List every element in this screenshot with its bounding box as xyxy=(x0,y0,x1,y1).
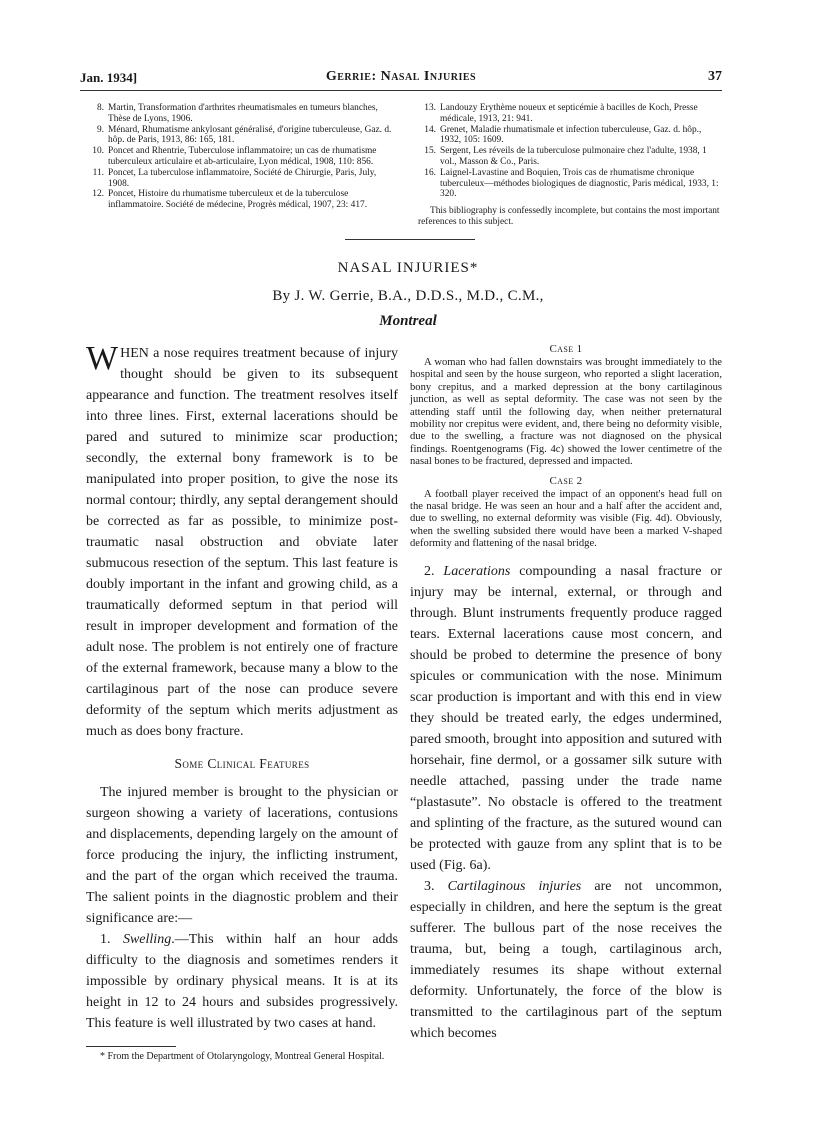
left-column xyxy=(86,340,398,1063)
intro-paragraph: WHEN a nose requires treatment because of injury thought should be given to its subsequent appearance and function. The treatment resolves itself into three lines. First, external lacerations should be pared and sutured to minimize scar production; secondly, the external bony framework is to be manipulated into proper position, to give the nose its normal contour; thirdly, any septal derangement should be corrected as far as possible, to minimize post-traumatic nasal obstruction and obviate later submucous resection of the septum. This last feature is doubly important in the infant and growing child, as a traumatically deformed septum in that period will result in improper development and formation of the adult nose. The problem is not entirely one of fracture of the external framework, because many a blow to the cartilaginous part of the nose can produce severe deformity of the septum which merits adjustment as much as does bony fracture. xyxy=(86,340,398,739)
swelling-paragraph: 1. Swelling.—This within half an hour adds difficulty to the diagnosis and sometimes renders it impossible by ordinary physical means. It is at its height in 12 to 24 hours and subsides progressively. This feature is well illustrated by two cases at hand. xyxy=(86,932,398,1031)
case-1-heading: Case 1 xyxy=(549,343,583,355)
header-title: Gerrie: Nasal Injuries xyxy=(325,69,477,84)
case-2-text: A football player received the impact of an opponent's head full on the nasal bridge. He was seen an hour and a half after the accident and, due to swelling, no external deformity was visible (Fig. 4d). Obviously, when the swelling subsided there would have been a marked V-shaped deformity and flattening of the nasal bridge. xyxy=(410,488,722,550)
bibliography-note: This bibliography is confessedly incomplete, but contains the most important references to this subject. xyxy=(418,206,720,227)
running-header xyxy=(80,68,722,91)
reference-item: 14. Grenet, Maladie rhumatismale et infection tuberculeuse, Gaz. d. hôp., 1932, 105: 1609. xyxy=(424,124,702,146)
article-location: Montreal xyxy=(379,313,437,329)
cartilage-paragraph: 3. Cartilaginous injuries are not uncommon, especially in children, and here the septum is the great sufferer. The bullous part of the nose receives the trauma, but, being a tough, cartilaginous arch, immediately resumes its shape without external deformity. Unfortunately, the force of the blow is transmitted to the cartilaginous part of the septum which becomes xyxy=(410,878,723,1041)
reference-item: 15. Sergent, Les réveils de la tuberculose pulmonaire chez l'adulte, 1938, 1 vol., Masson & Co., Paris. xyxy=(424,146,707,167)
drop-cap: W xyxy=(86,340,119,377)
section-heading: Some Clinical Features xyxy=(174,756,310,771)
case-1-text: A woman who had fallen downstairs was brought immediately to the hospital and seen by the house surgeon, who reported a slight laceration, bony crepitus, and a marked depression at the bony cartilaginous junction, as well as septal deformity. The case was not seen by the attending staff until the following day, when neither preternatural mobility nor crepitus were evident, and, there being no deformity visible, due to the swelling, a fracture was not diagnosed on the physical findings. Roentgenograms (Fig. 4c) showed the lower centimetre of the nasal bones to be fractured, depressed and impacted. xyxy=(410,357,722,468)
reference-item: 12. Poncet, Histoire du rhumatisme tuberculeux et de la tuberculose inflammatoire. Société de médecine, Progrès médical, 1907, 23: 417. xyxy=(92,189,368,211)
reference-item: 11. Poncet, La tuberculose inflammatoire, Société de Chirurgie, Paris, July, 1908. xyxy=(92,167,377,189)
reference-item: 13. Landouzy Erythème noueux et septicémie à bacilles de Koch, Presse médicale, 1913, 21: 941. xyxy=(424,103,698,124)
lacerations-paragraph: 2. Lacerations compounding a nasal fracture or injury may be internal, external, or through and through. Blunt instruments frequently produce ragged tears. External lacerations cause most concern, and should be probed to determine the presence of bony spicules or communication with the nose. Minimum scar production is important and with this end in view they should be treated early, the edges undermined, pared smooth, brought into apposition and sutured with horsehair, fine dermol, or a gossamer silk suture with needle attached, passing under the trade name “plastasute”. No obstacle is offered to the treatment and splinting of the fracture, as the sutured wound can be protected with gauze from any splint that is to be used (Fig. 6a). xyxy=(410,563,723,873)
case-2-heading: Case 2 xyxy=(549,474,583,487)
header-date: Jan. 1934] xyxy=(80,70,138,85)
right-column xyxy=(410,343,722,1044)
reference-item: 9. Ménard, Rhumatisme ankylosant généralisé, d'origine tuberculeuse, Gaz. d. hôp. de Paris, 1913, 86: 165, 181. xyxy=(96,124,392,146)
reference-item: 16. Laignel-Lavastine and Boquien, Trois cas de rhumatisme chronique tuberculeux—méthodes biologiques de diagnostic, Paris médical, 1933, 1: 320. xyxy=(424,167,719,200)
reference-item: 8. Martin, Transformation d'arthrites rheumatismales en tumeurs blanches, Thèse de Lyons, 1906. xyxy=(96,103,378,124)
reference-item: 10. Poncet and Rhentrie, Tuberculose inflammatoire; un cas de rhumatisme tuberculeux articulaire et ab-articulaire, Lyon médical, 1908, 110: 856. xyxy=(92,146,377,167)
footnote: * From the Department of Otolaryngology, Montreal General Hospital. xyxy=(100,1051,385,1062)
references-left xyxy=(86,103,398,211)
features-paragraph: The injured member is brought to the physician or surgeon showing a variety of lacerations, contusions and displacements, depending largely on the amount of force producing the injury, the inflicting instrument, and the part of the organ which received the trauma. The salient points in the diagnostic problem and their significance are:— xyxy=(86,785,398,926)
footnote-divider xyxy=(86,1046,176,1047)
references-right xyxy=(418,103,724,237)
article-byline: By J. W. Gerrie, B.A., D.D.S., M.D., C.M., xyxy=(272,288,544,304)
article-title: NASAL INJURIES* xyxy=(337,260,479,276)
section-divider xyxy=(345,239,475,240)
page-number: 37 xyxy=(708,69,722,84)
